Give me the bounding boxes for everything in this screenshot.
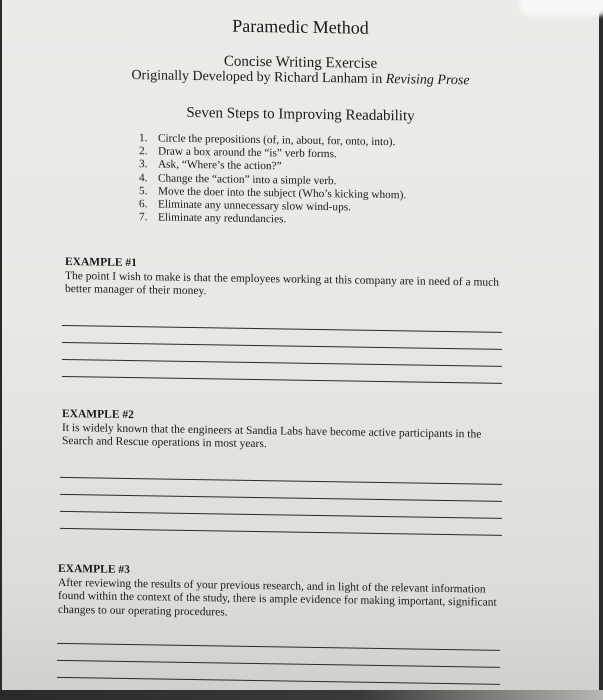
example-1-label: EXAMPLE #1 xyxy=(65,255,137,270)
example-3 xyxy=(58,563,508,624)
example-3-text: After reviewing the results of your previous research, and in light of the relevant information found within the context of the study, there is ample evidence for making important, significant changes to our operating procedures. xyxy=(58,576,497,619)
book-title: Revising Prose xyxy=(385,72,470,89)
answer-line[interactable] xyxy=(57,677,500,685)
credit-prefix: Originally Developed by Richard Lanham in xyxy=(131,68,386,88)
photo-edge xyxy=(0,690,603,700)
example-3-label: EXAMPLE #3 xyxy=(58,562,130,577)
answer-line[interactable] xyxy=(60,477,502,485)
answer-line[interactable] xyxy=(57,643,500,651)
step-text: Change the “action” into a simple verb. xyxy=(158,172,337,187)
answer-line[interactable] xyxy=(57,660,500,668)
step-text: Eliminate any redundancies. xyxy=(158,211,287,226)
step-number: 4. xyxy=(139,171,148,184)
steps-list xyxy=(139,132,406,229)
answer-line[interactable] xyxy=(60,511,502,519)
glare-spot xyxy=(519,0,603,16)
answer-line[interactable] xyxy=(62,342,502,350)
step-number: 7. xyxy=(139,211,148,224)
example-1-text: The point I wish to make is that the employees working at this company are in need of a much better manager of their money. xyxy=(65,269,500,298)
subtitle: Concise Writing Exercise xyxy=(223,53,378,72)
example-2-label: EXAMPLE #2 xyxy=(62,407,134,422)
answer-line[interactable] xyxy=(62,325,502,333)
answer-line[interactable] xyxy=(62,376,502,384)
page-title: Paramedic Method xyxy=(232,15,369,38)
step-item xyxy=(139,211,406,228)
worksheet-page xyxy=(2,0,599,700)
step-number: 6. xyxy=(139,198,148,211)
answer-line[interactable] xyxy=(62,359,502,367)
step-number: 3. xyxy=(139,158,148,171)
step-text: Circle the prepositions (of, in, about, for, onto, into). xyxy=(158,132,396,149)
step-text: Move the doer into the subject (Who’s kicking whom). xyxy=(158,185,407,202)
example-2 xyxy=(62,408,502,455)
answer-line[interactable] xyxy=(60,494,502,502)
step-text: Ask, “Where’s the action?” xyxy=(158,158,282,173)
answer-line[interactable] xyxy=(60,528,502,536)
step-number: 2. xyxy=(139,145,148,158)
step-number: 5. xyxy=(139,184,148,198)
step-text: Eliminate any unnecessary slow wind-ups. xyxy=(158,198,351,214)
page-content xyxy=(2,0,599,700)
step-number: 1. xyxy=(139,132,148,145)
example-1 xyxy=(65,256,505,303)
step-text: Draw a box around the “is” verb forms. xyxy=(158,145,337,161)
example-2-text: It is widely known that the engineers at Sandia Labs have become active participants in the Search and Rescue operations in most years. xyxy=(62,421,482,451)
steps-heading: Seven Steps to Improving Readability xyxy=(186,104,415,125)
